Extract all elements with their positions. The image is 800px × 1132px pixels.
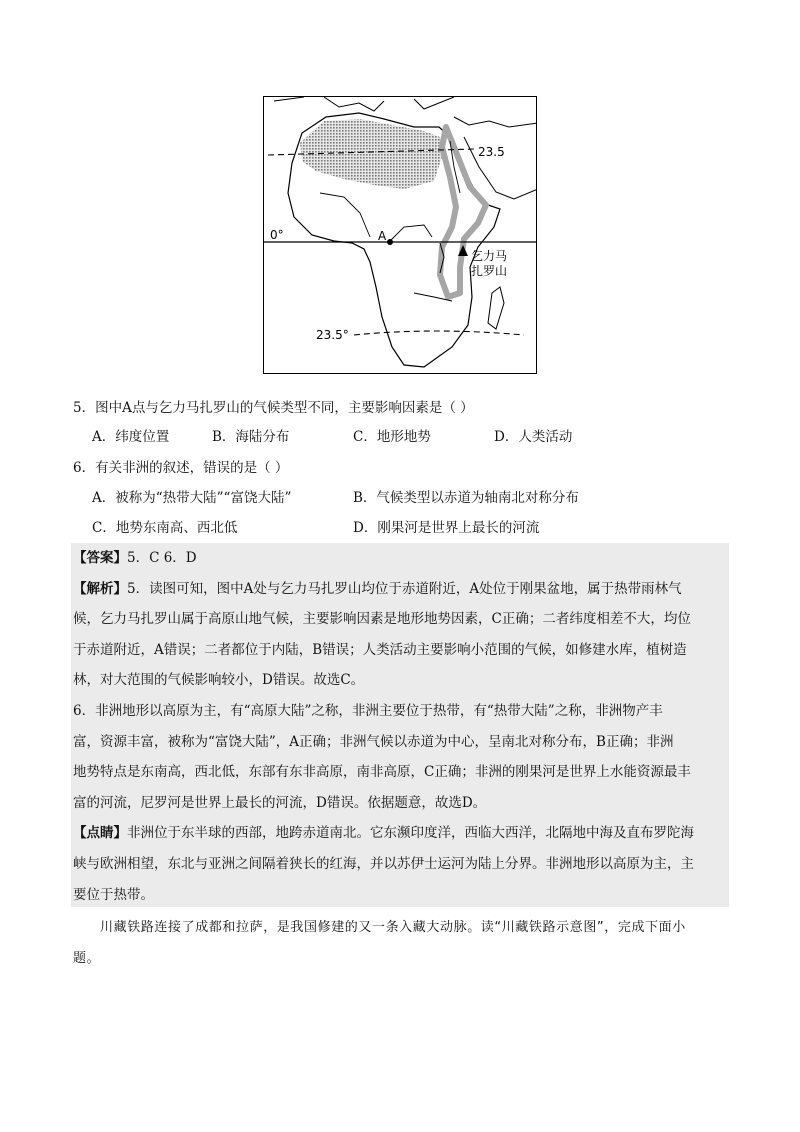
analysis-line-4: 林，对大范围的气候影响较小，D错误。故选C。	[73, 672, 365, 688]
question-6-option-b: B．气候类型以赤道为轴南北对称分布	[353, 490, 579, 506]
question-5-stem: 5．图中A点与乞力马扎罗山的气候类型不同，主要影响因素是（ ）	[73, 400, 474, 416]
analysis-label: 【解析】	[73, 581, 127, 597]
analysis-line-2: 候，乞力马扎罗山属于高原山地气候，主要影响因素是地形地势因素，C正确；二者纬度相差不大，均位	[73, 611, 691, 627]
question-5-option-a: A．纬度位置	[92, 429, 170, 445]
europe-coast	[274, 97, 454, 111]
label-tropic-north: 23.5	[478, 145, 505, 159]
question-6-stem: 6．有关非洲的叙述，错误的是（ ）	[73, 460, 289, 476]
intro-line-2: 题。	[73, 951, 101, 966]
answer-label: 【答案】	[73, 550, 127, 566]
comment-line-1	[73, 823, 694, 843]
label-mountain-line2: 扎罗山	[471, 264, 508, 278]
label-equator: 0°	[270, 228, 284, 242]
analysis-line-3: 于赤道附近，A错误；二者都位于内陆，B错误；人类活动主要影响小范围的气候，如修建水库，植树造	[73, 642, 687, 658]
analysis-line-1	[73, 579, 682, 599]
comment-label: 【点睛】	[73, 825, 127, 841]
question-5-option-d: D．人类活动	[494, 429, 573, 445]
answer-block	[71, 543, 729, 907]
asia-coast	[454, 117, 537, 127]
label-tropic-south: 23.5°	[316, 328, 349, 342]
analysis-line-8: 富的河流，尼罗河是世界上最长的河流，D错误。依据题意，故选D。	[73, 795, 487, 811]
answer-line	[73, 548, 197, 568]
comment-line-2: 峡与欧洲相望，东北与亚洲之间隔着狭长的红海，并以苏伊士运河为陆上分界。非洲地形以高原为主，主	[73, 856, 694, 872]
africa-map-drawing	[264, 97, 537, 374]
point-a-marker	[387, 239, 393, 245]
analysis-line-5: 6．非洲地形以高原为主，有“高原大陆”之称，非洲主要位于热带，有“热带大陆”之称，非洲物产丰	[73, 703, 663, 719]
comment-line-3: 要位于热带。	[73, 887, 154, 903]
answer-text: 5．C 6．D	[127, 550, 197, 566]
label-point-a: A	[378, 229, 387, 243]
analysis-text-1: 5．读图可知，图中A处与乞力马扎罗山均位于赤道附近，A处位于刚果盆地，属于热带雨林气	[127, 581, 682, 597]
question-6-option-c: C．地势东南高、西北低	[92, 520, 238, 536]
label-mountain-line1: 乞力马	[471, 249, 508, 263]
africa-map	[263, 96, 537, 374]
question-6-option-d: D．刚果河是世界上最长的河流	[353, 520, 540, 536]
intro-line-1: 川藏铁路连接了成都和拉萨，是我国修建的又一条入藏大动脉。读“川藏铁路示意图”，完成下面小	[100, 920, 686, 935]
comment-text-1: 非洲位于东半球的西部，地跨赤道南北。它东濒印度洋，西临大西洋，北隔地中海及直布罗陀海	[127, 825, 694, 841]
analysis-line-6: 富，资源丰富，被称为“富饶大陆”，A正确；非洲气候以赤道为中心，呈南北对称分布，B正确；非洲	[73, 734, 674, 750]
question-6-option-a: A．被称为“热带大陆”“富饶大陆”	[92, 490, 292, 506]
question-5-option-c: C．地形地势	[353, 429, 431, 445]
madagascar	[488, 287, 504, 329]
analysis-line-7: 地势特点是东南高，西北低，东部有东非高原，南非高原，C正确；非洲的刚果河是世界上水能资源最丰	[73, 764, 691, 780]
question-5-option-b: B．海陆分布	[212, 429, 290, 445]
